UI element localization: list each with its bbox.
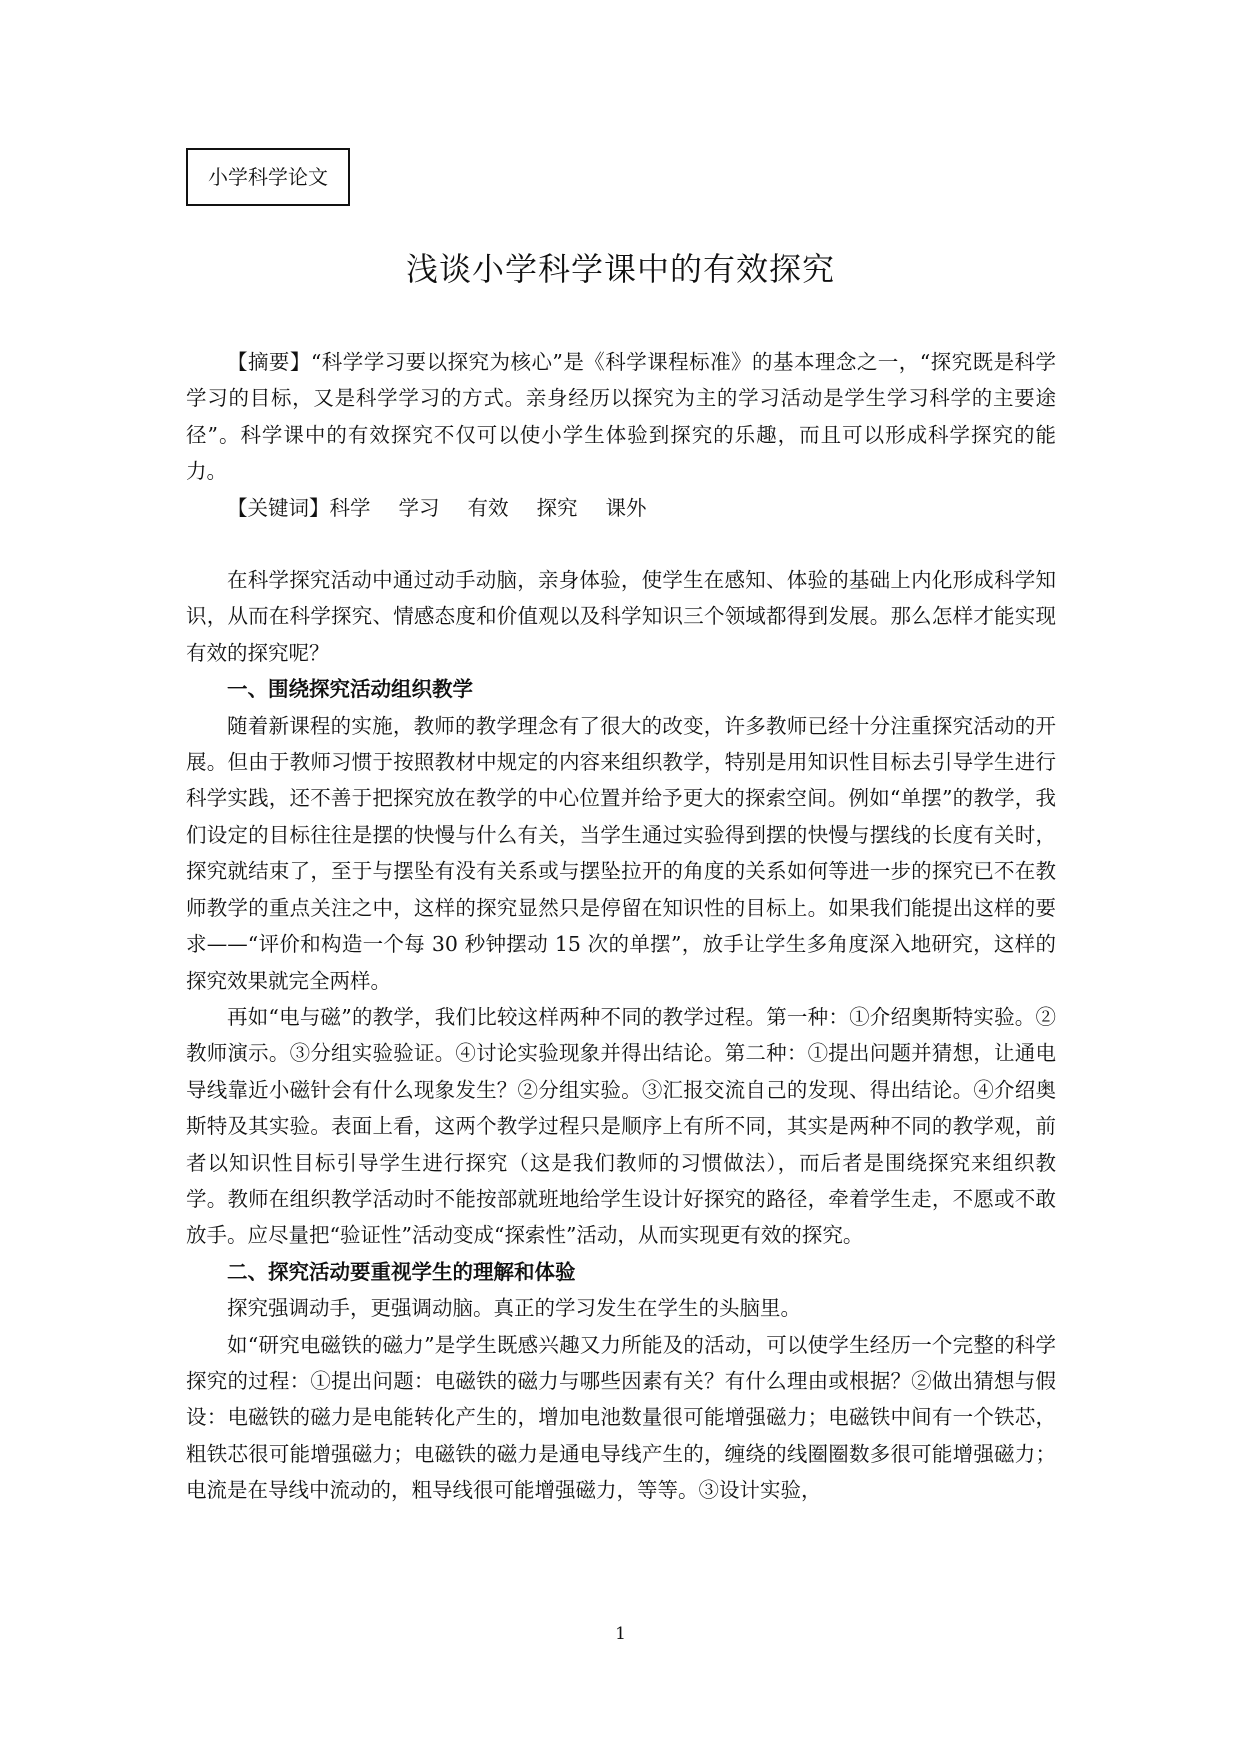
keyword-item: 学习 [398,495,440,520]
intro-paragraph: 在科学探究活动中通过动手动脑，亲身体验，使学生在感知、体验的基础上内化形成科学知识，从而在科学探究、情感态度和价值观以及科学知识三个领域都得到发展。那么怎样才能实现有效的探究呢？ [186,568,1056,665]
keyword-item: 探究 [536,495,578,520]
abstract-text: “科学学习要以探究为核心”是《科学课程标准》的基本理念之一，“探究既是科学学习的目标，又是科学学习的方式。亲身经历以探究为主的学习活动是学生学习科学的主要途径”。科学课中的有效探究不仅可以使小学生体验到探究的乐趣，而且可以形成科学探究的能力。 [186,350,1056,484]
header-tag-box [186,148,350,206]
keyword-item: 有效 [467,495,509,520]
section-gap [186,526,1056,562]
keywords-label: 【关键词】 [227,495,330,520]
keyword-item: 课外 [605,495,647,520]
paper-title: 浅谈小学科学课中的有效探究 [405,250,835,288]
paper-body [186,344,1056,1509]
page-number: 1 [615,1624,626,1644]
body-paragraph: 随着新课程的实施，教师的教学理念有了很大的改变，许多教师已经十分注重探究活动的开展。但由于教师习惯于按照教材中规定的内容来组织教学，特别是用知识性目标去引导学生进行科学实践，还不善于把探究放在教学的中心位置并给予更大的探索空间。例如“单摆”的教学，我们设定的目标往往是摆的快慢与什么有关，当学生通过实验得到摆的快慢与摆线的长度有关时，探究就结束了，至于与摆坠有没有关系或与摆坠拉开的角度的关系如何等进一步的探究已不在教师教学的重点关注之中，这样的探究显然只是停留在知识性的目标上。如果我们能提出这样的要求——“评价和构造一个每 30 秒钟摆动 15 次的单摆”，放手让学生多角度深入地研究，这样的探究效果就完全两样。 [186,713,1056,993]
keyword-item: 科学 [329,495,371,520]
body-paragraph: 探究强调动手，更强调动脑。真正的学习发生在学生的头脑里。 [227,1296,801,1321]
section-heading-1: 一、围绕探究活动组织教学 [227,677,473,702]
keywords-line [186,490,1056,526]
abstract-label: 【摘要】 [227,350,311,374]
header-tag-text: 小学科学论文 [208,165,328,189]
section-heading-2: 二、探究活动要重视学生的理解和体验 [227,1259,576,1284]
body-paragraph: 再如“电与磁”的教学，我们比较这样两种不同的教学过程。第一种：①介绍奥斯特实验。②教师演示。③分组实验验证。④讨论实验现象并得出结论。第二种：①提出问题并猜想，让通电导线靠近小磁针会有什么现象发生？②分组实验。③汇报交流自己的发现、得出结论。④介绍奥斯特及其实验。表面上看，这两个教学过程只是顺序上有所不同，其实是两种不同的教学观，前者以知识性目标引导学生进行探究（这是我们教师的习惯做法），而后者是围绕探究来组织教学。教师在组织教学活动时不能按部就班地给学生设计好探究的路径，牵着学生走，不愿或不敢放手。应尽量把“验证性”活动变成“探索性”活动，从而实现更有效的探究。 [186,1004,1056,1248]
body-paragraph: 如“研究电磁铁的磁力”是学生既感兴趣又力所能及的活动，可以使学生经历一个完整的科学探究的过程：①提出问题：电磁铁的磁力与哪些因素有关？有什么理由或根据？②做出猜想与假设：电磁铁的磁力是电能转化产生的，增加电池数量很可能增强磁力；电磁铁中间有一个铁芯，粗铁芯很可能增强磁力；电磁铁的磁力是通电导线产生的，缠绕的线圈圈数多很可能增强磁力；电流是在导线中流动的，粗导线很可能增强磁力，等等。③设计实验， [186,1332,1056,1503]
abstract-paragraph [186,344,1056,490]
